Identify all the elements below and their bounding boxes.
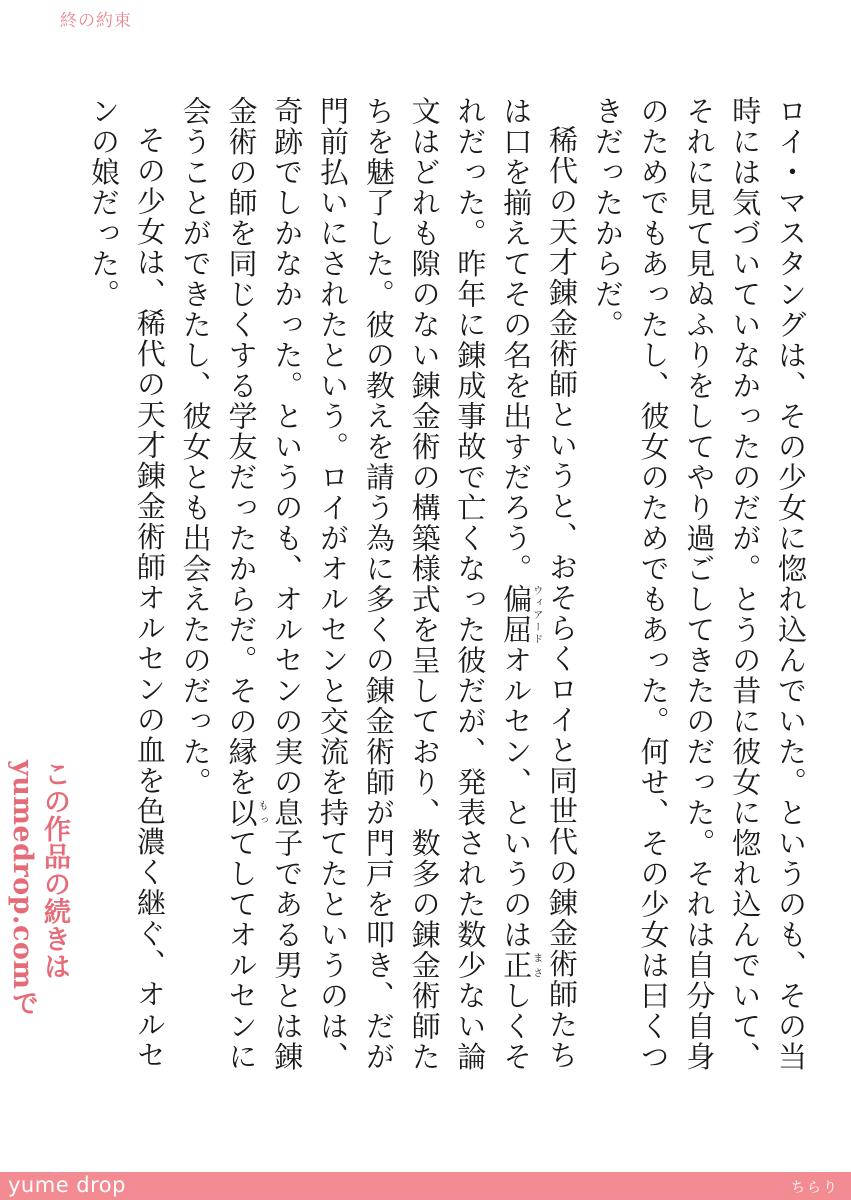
paragraph-1: ロイ・マスタングは、その少女に惚れ込んでいた。というのも、その当時には気づいていなかったのだが。とうの昔に彼女に惚れ込んでいて、それに見て見ぬふりをしてやり過ごしてきたのだった。それは自分自身のためでもあったし、彼女のためでもあった。何せ、その少女は曰くつきだったからだ。	[590, 96, 808, 1072]
continue-reading-link[interactable]: この作品の続きはyumedrop.comで	[7, 760, 70, 1017]
paragraph-2-part-4: てしてオルセンに会うことができたし、彼女とも出会えたのだった。	[178, 96, 259, 1072]
paragraph-2-part-3: しくそれだった。昨年に錬成事故で亡くなった彼だが、発表された数少ない論文はどれも隙のない錬金術の構築様式を呈しており、数多の錬金術師たちを魅了した。彼の教えを請う為に多くの錬金術師が門戸を叩き、だが門前払いにされたという。ロイがオルセンと交流を持てたというのは、奇跡でしかなかった。というのも、オルセンの実の息子である男とは錬金術の師を同じくする学友だったからだ。その縁を	[224, 96, 534, 1072]
work-title: 終の約束	[60, 11, 132, 31]
paragraph-2-part-2: オルセン、というのは	[499, 645, 534, 950]
ruby-weird: 偏屈ウィアード	[499, 584, 542, 645]
author-name: ちらり	[791, 1180, 839, 1196]
ruby-masa: 正まさ	[499, 950, 542, 981]
yumedrop-logo[interactable]: yume drop	[8, 1173, 126, 1197]
paragraph-2	[172, 96, 584, 1096]
footer-bar	[0, 1172, 851, 1200]
paragraph-2-part-1: 稀代の天才錬金術師というと、おそらくロイと同世代の錬金術師たちは口を揃えてその名を出すだろう。	[499, 96, 580, 1071]
ruby-motte: 以もっ	[224, 797, 267, 828]
paragraph-3: その少女は、稀代の天才錬金術師オルセンの血を色濃く継ぐ、オルセンの娘だった。	[87, 96, 167, 1071]
story-body	[53, 96, 813, 1096]
